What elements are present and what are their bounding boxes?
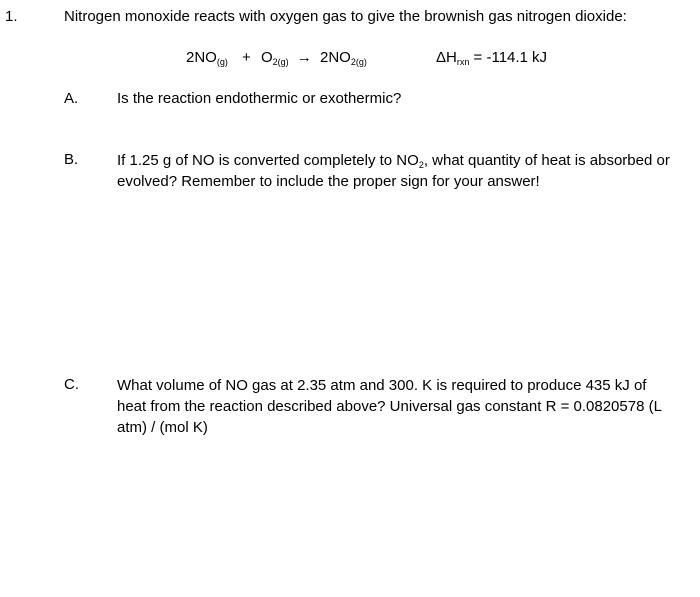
part-b-subscript: 2	[418, 160, 424, 170]
reactant-no: 2NO	[186, 49, 217, 66]
delta-h-symbol: ΔH	[436, 49, 457, 66]
question-number: 1.	[5, 8, 18, 25]
reactant-o2-sub: 2(g)	[272, 57, 289, 67]
reactant-no-state: (g)	[216, 57, 228, 67]
part-b-text-after: , what quantity of heat is absorbed or evolved? Remember to include the proper sign for your answer!	[117, 152, 670, 190]
product-no2-sub: 2(g)	[350, 57, 367, 67]
question-stem: Nitrogen monoxide reacts with oxygen gas to give the brownish gas nitrogen dioxide:	[64, 8, 627, 25]
part-c-label: C.	[64, 376, 79, 393]
reaction-arrow: →	[296, 49, 312, 66]
part-b-label: B.	[64, 151, 79, 168]
plus-sign: +	[242, 49, 251, 66]
delta-h-sub: rxn	[456, 57, 470, 67]
reactant-o2: O	[260, 49, 273, 66]
part-b-text	[117, 150, 677, 192]
part-b-text-before: If 1.25 g of NO is converted completely to NO	[117, 152, 419, 169]
part-a-text: Is the reaction endothermic or exothermic?	[117, 90, 402, 107]
chemical-equation	[186, 48, 367, 72]
product-no2: 2NO	[319, 49, 351, 66]
part-a-label: A.	[64, 90, 79, 107]
enthalpy-change	[436, 48, 547, 72]
part-c-text: What volume of NO gas at 2.35 atm and 300. K is required to produce 435 kJ of heat from the reaction described above? Universal gas constant R = 0.0820578 (L atm) / (mol K)	[117, 377, 662, 436]
delta-h-value: = -114.1 kJ	[473, 49, 548, 66]
